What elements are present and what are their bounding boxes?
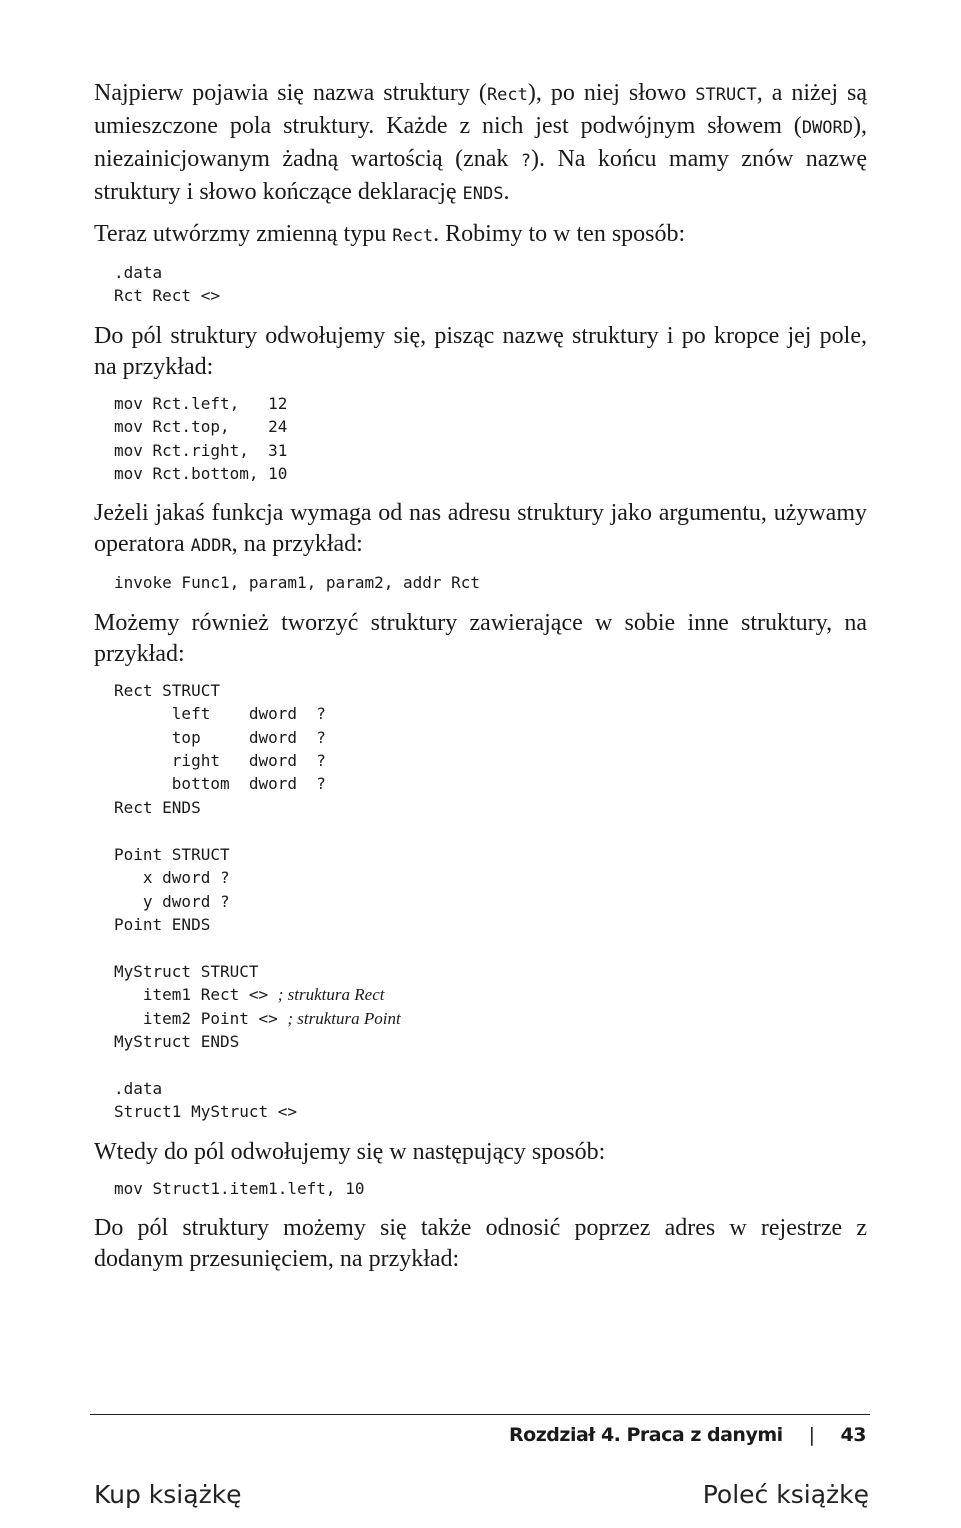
text: Do pól struktury odwołujemy się, pisząc nazwę struktury i po kropce jej pole, na przykład: (94, 322, 867, 380)
code-comment: ; struktura Point (287, 1008, 401, 1028)
book-links (94, 1480, 869, 1509)
inline-code: Rect (392, 226, 434, 246)
code-text: item2 Point <> (142, 1008, 278, 1028)
text: Teraz utwórzmy zmienną typu (94, 221, 393, 247)
inline-code: ENDS (462, 184, 504, 204)
text: , a niżej są umieszczone pola struktury. Każde z nich jest podwójnym słowem ( (94, 80, 868, 139)
text: ). Na końcu mamy znów nazwę struktury i słowo kończące deklarację (94, 146, 867, 205)
paragraph-nested-access (94, 1137, 867, 1168)
text: . Robimy to w ten sposób: (433, 221, 686, 247)
paragraph-register-offset (94, 1213, 867, 1275)
page-number: 43 (840, 1424, 866, 1446)
code-block-data: .data Rct Rect <> (114, 263, 220, 306)
buy-book-link[interactable]: Kup książkę (94, 1480, 242, 1509)
text: , na przykład: (231, 531, 363, 558)
inline-code: STRUCT (695, 85, 757, 105)
text: ), niezainicjowanym żadną wartością (znak (94, 113, 867, 172)
code-text: Rect STRUCT left dword ? top dword ? right dword ? bottom dword ? Rect ENDS Point STRUCT x dword ? y dword ? Point ENDS MyStruct STRUCT item1 Rect <> (114, 680, 326, 1005)
page-body (94, 78, 867, 1284)
paragraph-field-access (94, 321, 867, 383)
code-comment: ; struktura Rect (277, 985, 385, 1005)
text: ), po niej słowo (527, 80, 696, 106)
inline-code: DWORD (801, 118, 853, 138)
text: Wtedy do pól odwołujemy się w następujący sposób: (94, 1138, 606, 1165)
text: Do pól struktury możemy się także odnosić poprzez adres w rejestrze z dodanym przesunięciem, na przykład: (94, 1214, 867, 1272)
text: Jeżeli jakaś funkcja wymaga od nas adresu struktury jako argumentu, używamy operatora (94, 500, 867, 558)
recommend-book-link[interactable]: Poleć książkę (702, 1480, 869, 1509)
paragraph-nested-structs (94, 608, 867, 670)
footer-separator: | (808, 1424, 815, 1446)
footer-rule (90, 1414, 870, 1415)
inline-code: ADDR (190, 536, 232, 557)
code-text: MyStruct ENDS .data Struct1 MyStruct <> (114, 1031, 298, 1122)
code-block-invoke: invoke Func1, param1, param2, addr Rct (114, 573, 481, 593)
text: Najpierw pojawia się nazwa struktury ( (94, 80, 487, 106)
running-footer (509, 1424, 866, 1446)
chapter-title: Rozdział 4. Praca z danymi (509, 1424, 783, 1446)
paragraph-create-variable (94, 219, 867, 252)
code-block-nested (114, 679, 867, 1124)
code-block-mov: mov Rct.left, 12 mov Rct.top, 24 mov Rct.right, 31 mov Rct.bottom, 10 (114, 393, 288, 484)
text: . (503, 179, 510, 205)
text: Możemy również tworzyć struktury zawierające w sobie inne struktury, na przykład: (94, 609, 867, 667)
paragraph-struct-intro (94, 78, 867, 210)
code-block-nested-mov: mov Struct1.item1.left, 10 (114, 1178, 365, 1198)
inline-code: ? (520, 151, 532, 171)
paragraph-addr-operator (94, 498, 867, 562)
inline-code: Rect (486, 85, 528, 105)
